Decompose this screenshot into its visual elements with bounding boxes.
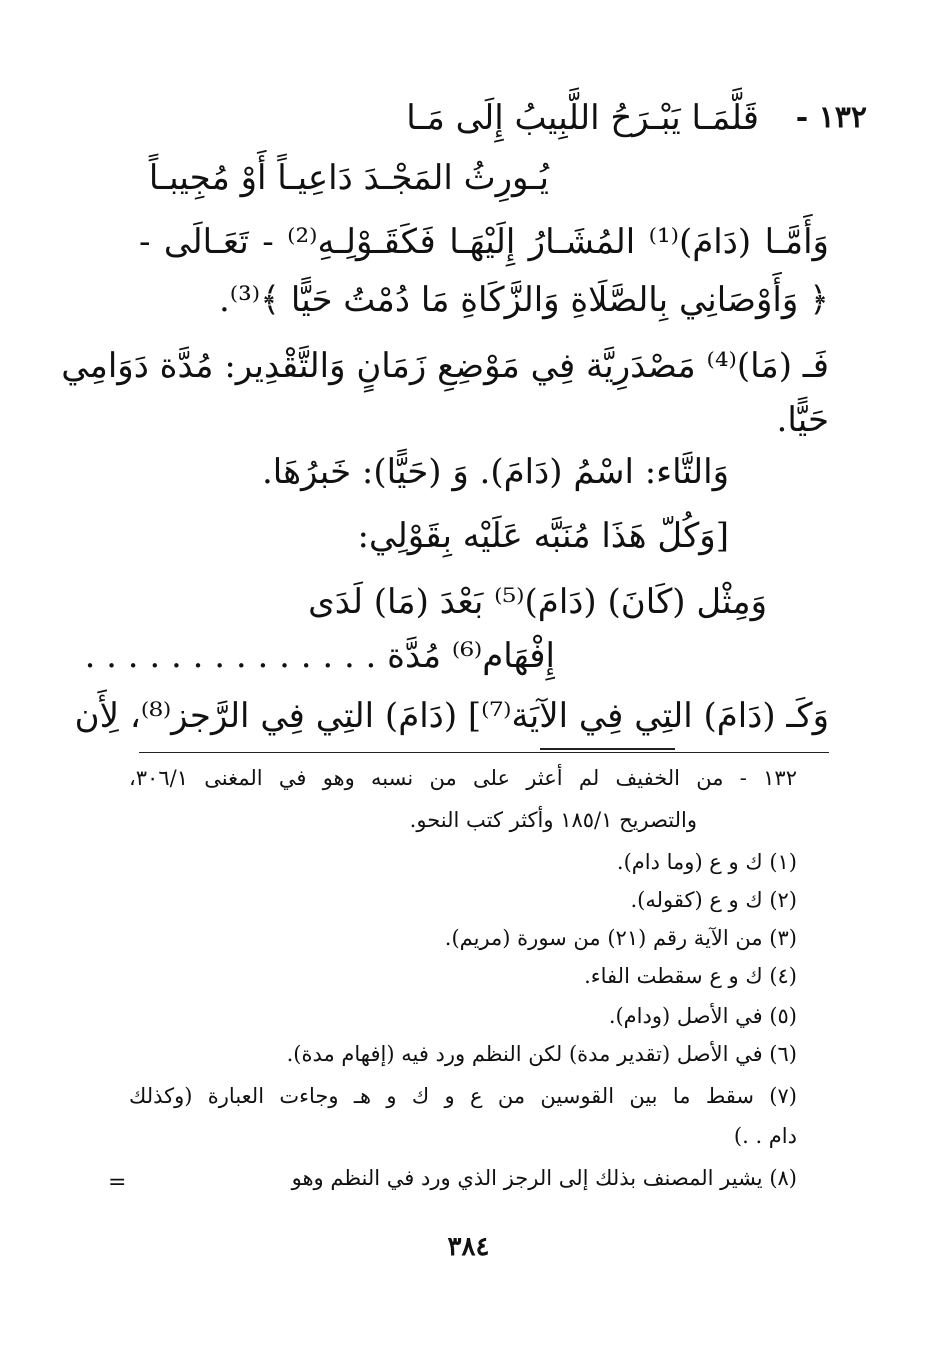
footnote-7-line-1: (٧) سقط ما بين القوسين من ع و ك و هـ وجاءت العبارة (وكذلك: [129, 1084, 797, 1108]
footnote-1: (١) ك و ع (وما دام).: [616, 850, 797, 874]
verse-hemistich-2: يُـورِثُ المَجْـدَ دَاعِيـاً أَوْ مُجِيبـاً: [148, 158, 549, 198]
continuation-mark: =: [108, 1170, 127, 1195]
body-line-1: وَأَمَّـا (دَامَ)⁽¹⁾ المُشَـارُ إِلَيْهَـا فَكَقَـوْلِـهِ⁽²⁾ - تَعَـالَى -: [139, 222, 829, 262]
footnote-3: (٣) من الآية رقم (٢١) من سورة (مريم).: [444, 926, 797, 950]
footnote-132-line-2: والتصريح ١٨٥/١ وأكثر كتب النحو.: [409, 808, 697, 832]
body-line-9: وَكَـ (دَامَ) التِي فِي الآيَة⁽⁷⁾] (دَامَ) التِي فِي الرَّجز⁽⁸⁾، لِأَن: [74, 696, 829, 736]
body-line-4: حَيًّا.: [776, 400, 829, 440]
page-number: ٣٨٤: [447, 1232, 490, 1262]
body-line-3: فَـ (مَا)⁽⁴⁾ مَصْدَرِيَّة فِي مَوْضِعِ زَمَانٍ وَالتَّقْدِير: مُدَّة دَوَامِي: [61, 346, 829, 386]
footnote-7-line-2: دام . .): [733, 1124, 797, 1148]
underline-mark: [540, 748, 675, 750]
footnote-5: (٥) في الأصل (ودام).: [608, 1004, 797, 1028]
footnote-2: (٢) ك و ع (كقوله).: [630, 888, 797, 912]
verse-hemistich-1: قَلَّمَـا يَبْـرَحُ اللَّبِيبُ إِلَى مَـا: [406, 98, 759, 138]
verse-line-7: وَمِثْل (كَانَ) (دَامَ)⁽⁵⁾ بَعْدَ (مَا) لَدَى: [308, 582, 767, 622]
verse-line-8: إِفْهَام⁽⁶⁾ مُدَّة . . . . . . . . . . . . . .: [84, 636, 555, 676]
footnote-132-line-1: ١٣٢ - من الخفيف لم أعثر على من نسبه وهو في المغنى ٣٠٦/١،: [129, 766, 797, 790]
footnote-8: (٨) يشير المصنف بذلك إلى الرجز الذي ورد في النظم وهو: [291, 1166, 797, 1190]
footnote-4: (٤) ك و ع سقطت الفاء.: [584, 964, 797, 988]
body-line-5: وَالتَّاء: اسْمُ (دَامَ). وَ (حَيًّا): خَبرُهَا.: [261, 452, 729, 492]
footnote-separator: [139, 752, 829, 753]
body-line-6: [وَكُلّ هَذَا مُنَبَّه عَلَيْه بِقَوْلِي:: [357, 516, 729, 556]
footnote-6: (٦) في الأصل (تقدير مدة) لكن النظم ورد فيه (إفهام مدة).: [286, 1042, 797, 1066]
quran-verse: ﴿ وَأَوْصَانِي بِالصَّلَاةِ وَالزَّكَاةِ مَا دُمْتُ حَيًّا ﴾⁽³⁾.: [218, 280, 829, 320]
verse-number: ١٣٢ -: [795, 100, 867, 135]
